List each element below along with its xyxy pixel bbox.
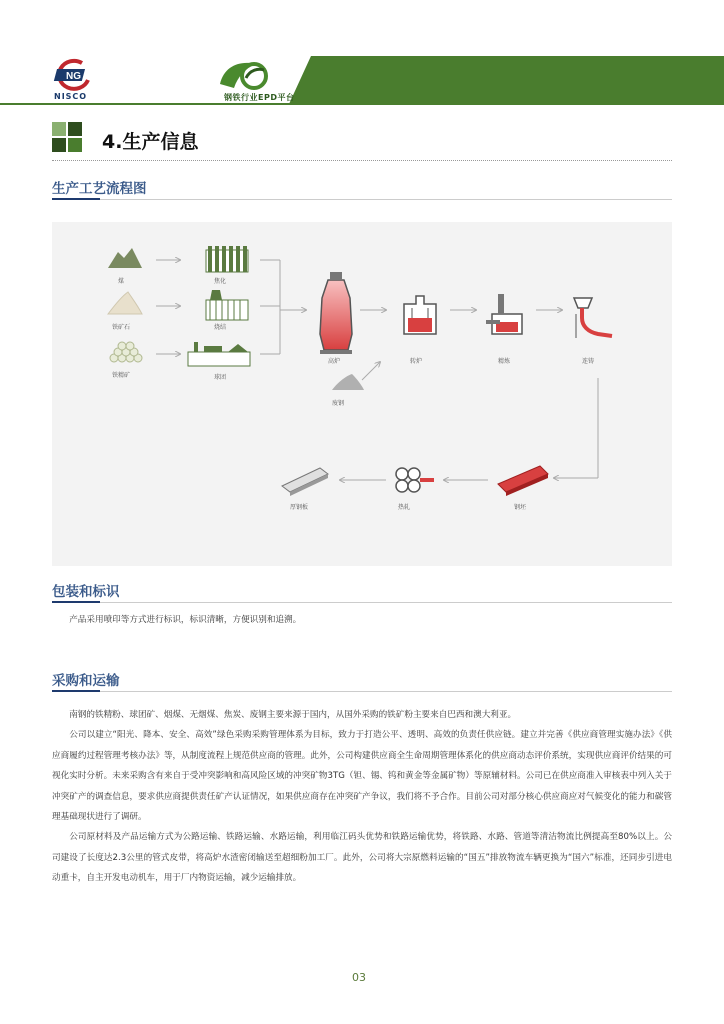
procurement-paragraph: 公司原材料及产品运输方式为公路运输、铁路运输、水路运输，利用临江码头优势和铁路运输优势，将铁路、水路、管道等清洁物流比例提高至80%以上。公司建设了长度达2.3公里的管式皮带，将高炉水渣密闭输送至超细粉加工厂。此外，公司将大宗原燃料运输的“国五”排放物流车辆更换为“国六”标准，还同步引进电动重卡，自主开发电动机车，用于厂内物资运输，减少运输排放。 bbox=[52, 832, 672, 884]
page-number: 03 bbox=[352, 971, 366, 984]
casting-icon bbox=[574, 298, 612, 338]
procurement-paragraph: 南钢的铁精粉、球团矿、烟煤、无烟煤、焦炭、废钢主要来源于国内，从国外采购的铁矿粉主要来自巴西和澳大利亚。 bbox=[69, 710, 517, 720]
title-squares-icon bbox=[52, 122, 82, 152]
flow-heading-rule bbox=[52, 199, 672, 200]
rolling-icon bbox=[396, 468, 434, 492]
flow-heading: 生产工艺流程图 bbox=[52, 181, 147, 197]
header-band bbox=[311, 56, 724, 104]
packaging-heading-accent bbox=[52, 601, 100, 603]
label-refining: 精炼 bbox=[498, 358, 511, 365]
page-title: 4.生产信息 bbox=[102, 131, 199, 153]
procurement-paragraph: 公司以建立“阳光、降本、安全、高效”绿色采购采购管理体系为目标，致力于打造公平、透明、高效的负责任供应链。建立并完善《供应商管理实施办法》《供应商履约过程管理考核办法》等，从制度流程上规范供应商的管理。此外，公司构建供应商全生命周期管理体系化的供应商动态评价系统，实现供应商评价结果的可视化实时分析。未来采购含有来自于受冲突影响和高风险区域的冲突矿物3TG（钽、锡、钨和黄金等金属矿物）等原辅材料。公司已在供应商准入审核表中列入关于冲突矿产的调查信息，要求供应商提供责任矿产认证情况，如果供应商存在冲突矿产争议，我们将不予合作。目前公司对部分核心供应商应对气候变化的能力和碳管理基础现状进行了调研。 bbox=[52, 730, 672, 823]
flow-diagram-svg bbox=[52, 222, 672, 566]
label-sintering: 烧结 bbox=[214, 324, 227, 331]
label-plate: 厚钢板 bbox=[290, 504, 309, 511]
epd-logo-icon bbox=[216, 58, 274, 92]
label-coal: 煤 bbox=[118, 278, 125, 285]
plate-icon bbox=[282, 468, 328, 496]
flow-diagram-panel bbox=[52, 222, 672, 566]
flow-heading-accent bbox=[52, 198, 100, 200]
brand-left-text: NISCO bbox=[54, 92, 88, 101]
fine-ore-icon bbox=[110, 342, 142, 362]
label-slab: 钢坯 bbox=[514, 504, 527, 511]
procurement-body bbox=[52, 705, 672, 889]
label-coking: 焦化 bbox=[214, 278, 227, 285]
coking-icon bbox=[206, 246, 248, 272]
refining-icon bbox=[486, 294, 522, 334]
label-casting: 连铸 bbox=[582, 358, 595, 365]
iron-ore-icon bbox=[108, 292, 142, 314]
slab-icon bbox=[498, 466, 548, 496]
header-rule bbox=[0, 103, 724, 105]
procurement-heading: 采购和运输 bbox=[52, 673, 120, 689]
svg-text:NG: NG bbox=[66, 71, 81, 82]
nisco-logo-icon bbox=[52, 58, 96, 92]
label-converter: 转炉 bbox=[410, 358, 423, 365]
procurement-heading-rule bbox=[52, 691, 672, 692]
title-divider bbox=[52, 160, 672, 161]
label-fine-ore: 铁精矿 bbox=[112, 372, 131, 379]
brand-right-text: 钢铁行业EPD平台 bbox=[224, 93, 295, 102]
packaging-text: 产品采用喷印等方式进行标识，标识清晰，方便识别和追溯。 bbox=[69, 615, 302, 625]
sintering-icon bbox=[206, 290, 248, 320]
pellet-icon bbox=[188, 342, 250, 366]
label-blast-furnace: 高炉 bbox=[328, 358, 341, 365]
procurement-heading-accent bbox=[52, 690, 100, 692]
packaging-heading: 包装和标识 bbox=[52, 584, 120, 600]
label-scrap: 废钢 bbox=[332, 400, 345, 407]
converter-icon bbox=[404, 296, 436, 334]
packaging-heading-rule bbox=[52, 602, 672, 603]
scrap-icon bbox=[332, 374, 364, 390]
blast-furnace-icon bbox=[320, 272, 352, 354]
coal-icon bbox=[108, 248, 142, 268]
label-rolling: 热轧 bbox=[398, 504, 411, 511]
label-iron-ore: 铁矿石 bbox=[112, 324, 131, 331]
label-pellet: 球团 bbox=[214, 374, 227, 381]
